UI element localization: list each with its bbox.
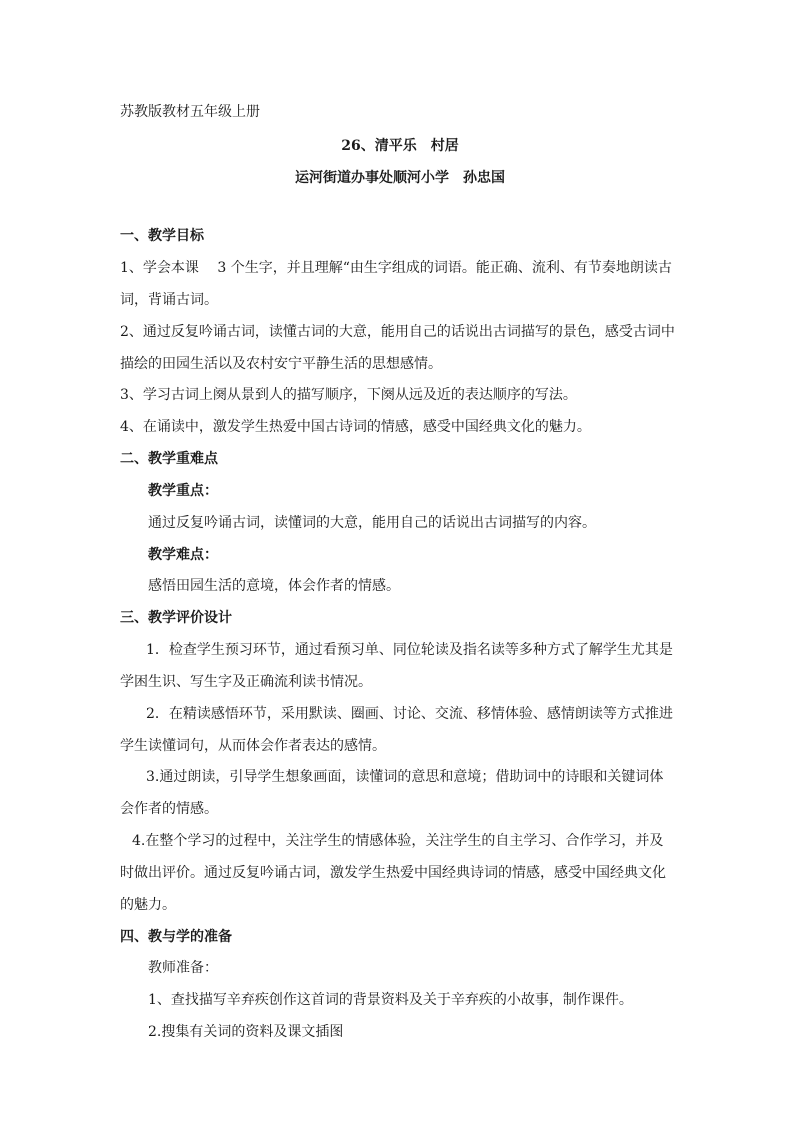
goal-line: 描绘的田园生活以及农村安宁平静生活的思想感情。 <box>120 356 442 372</box>
evaluation-line: 的魅力。 <box>120 897 176 913</box>
difficulty-label: 教学难点： <box>148 547 218 563</box>
evaluation-line: 3.通过朗读，引导学生想象画面，读懂词的意思和意境；借助词中的诗眼和关键词体 <box>146 769 664 785</box>
goal-line: 1、学会本课 3 个生字，并且理解“由生字组成的词语。能正确、流利、有节奏地朗读古 <box>120 260 672 276</box>
section-heading-evaluation: 三、教学评价设计 <box>120 610 232 626</box>
goal-line: 3、学习古词上阕从景到人的描写顺序，下阕从远及近的表达顺序的写法。 <box>120 387 577 403</box>
teacher-prep-label: 教师准备： <box>148 960 218 976</box>
evaluation-line: 2．在精读感悟环节，采用默读、圈画、讨论、交流、移情体验、感情朗读等方式推进 <box>146 706 673 722</box>
key-point-text: 通过反复吟诵古词，读懂词的大意，能用自己的话说出古词描写的内容。 <box>148 515 596 531</box>
evaluation-line: 会作者的情感。 <box>120 801 218 817</box>
evaluation-line: 学生读懂词句，从而体会作者表达的感情。 <box>120 738 386 754</box>
textbook-subtitle: 苏教版教材五年级上册 <box>120 104 260 120</box>
author-line: 运河街道办事处顺河小学 孙忠国 <box>295 170 505 186</box>
section-heading-preparation: 四、教与学的准备 <box>120 929 232 945</box>
evaluation-line: 学困生识、写生字及正确流利读书情况。 <box>120 674 372 690</box>
difficulty-text: 感悟田园生活的意境，体会作者的情感。 <box>148 578 400 594</box>
prep-item: 2.搜集有关词的资料及课文插图 <box>148 1024 344 1040</box>
goal-line: 词，背诵古词。 <box>120 292 218 308</box>
lesson-title: 26、清平乐 村居 <box>341 138 459 154</box>
goal-line: 2、通过反复吟诵古词，读懂古词的大意，能用自己的话说出古词描写的景色，感受古词中 <box>120 324 675 340</box>
key-point-label: 教学重点： <box>148 483 218 499</box>
evaluation-line: 4.在整个学习的过程中，关注学生的情感体验，关注学生的自主学习、合作学习，并及 <box>132 833 664 849</box>
goal-line: 4、在诵读中，激发学生热爱中国古诗词的情感，感受中国经典文化的魅力。 <box>120 419 591 435</box>
prep-item: 1、查找描写辛弃疾创作这首词的背景资料及关于辛弃疾的小故事，制作课件。 <box>148 992 633 1008</box>
evaluation-line: 1．检查学生预习环节，通过看预习单、同位轮读及指名读等多种方式了解学生尤其是 <box>146 642 673 658</box>
section-heading-key-points: 二、教学重难点 <box>120 451 218 467</box>
evaluation-line: 时做出评价。通过反复吟诵古词，激发学生热爱中国经典诗词的情感，感受中国经典文化 <box>120 865 666 881</box>
section-heading-goals: 一、教学目标 <box>120 228 204 244</box>
